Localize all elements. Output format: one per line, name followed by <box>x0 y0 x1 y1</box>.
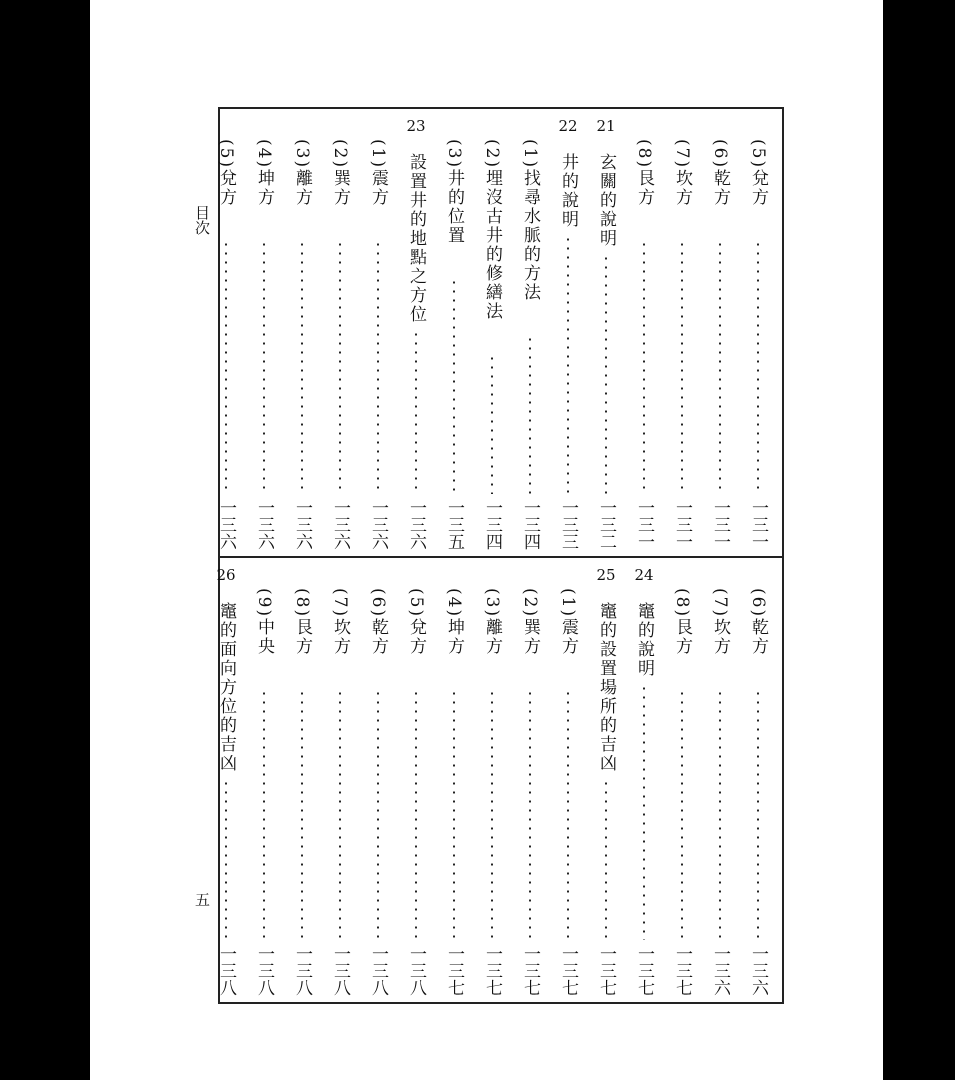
page-number: 一三八 <box>292 945 312 996</box>
page-number: 一三一 <box>672 499 692 550</box>
page-number: 一三六 <box>710 945 730 996</box>
toc-entry[interactable] <box>702 558 738 1002</box>
toc-entry[interactable] <box>626 109 662 556</box>
dot-leader <box>681 240 683 494</box>
entry-title: (2)巽方 <box>330 139 350 208</box>
dot-leader <box>757 240 759 494</box>
page-number: 一三八 <box>406 945 426 996</box>
page-number: 一三六 <box>254 499 274 550</box>
page-number: 一三七 <box>634 945 654 996</box>
page-number: 一三八 <box>330 945 350 996</box>
entry-title: 設置井的地點之方位 <box>406 153 426 324</box>
toc-entry[interactable] <box>588 109 624 556</box>
page-number: 一三七 <box>596 945 616 996</box>
entry-title: 井的說明 <box>558 153 578 229</box>
page-number: 一三六 <box>368 499 388 550</box>
toc-entry[interactable] <box>322 109 358 556</box>
entry-title: (9)中央 <box>254 588 274 657</box>
toc-entry[interactable] <box>208 109 244 556</box>
dot-leader <box>377 240 379 494</box>
dot-leader <box>605 254 607 494</box>
toc-entry[interactable] <box>398 109 434 556</box>
dot-leader <box>301 240 303 494</box>
toc-entry[interactable] <box>360 109 396 556</box>
toc-entry[interactable] <box>512 109 548 556</box>
dot-leader <box>681 689 683 940</box>
toc-entry[interactable] <box>474 109 510 556</box>
section-number: 23 <box>406 117 426 135</box>
page-number: 一三四 <box>520 499 540 550</box>
toc-entry[interactable] <box>664 558 700 1002</box>
entry-title: (8)艮方 <box>672 588 692 657</box>
dot-leader <box>643 240 645 494</box>
toc-panel-bottom <box>216 558 782 1002</box>
entry-title: (7)坎方 <box>710 588 730 657</box>
toc-entry[interactable] <box>246 558 282 1002</box>
toc-entry[interactable] <box>588 558 624 1002</box>
entry-title: 竈的設置場所的吉凶 <box>596 602 616 773</box>
entry-title: (1)找尋水脈的方法 <box>520 139 540 303</box>
entry-title: (7)坎方 <box>672 139 692 208</box>
dot-leader <box>415 330 417 494</box>
dot-leader <box>453 278 455 494</box>
entry-title: (8)艮方 <box>292 588 312 657</box>
dot-leader <box>339 240 341 494</box>
page-number: 一三八 <box>254 945 274 996</box>
page-number: 一三一 <box>710 499 730 550</box>
dot-leader <box>415 689 417 940</box>
section-number: 24 <box>634 566 654 584</box>
page-number: 一三七 <box>672 945 692 996</box>
page-number: 一三六 <box>406 499 426 550</box>
entry-title: (3)離方 <box>292 139 312 208</box>
page-number: 一三一 <box>634 499 654 550</box>
dot-leader <box>301 689 303 940</box>
dot-leader <box>719 240 721 494</box>
toc-entry[interactable] <box>284 558 320 1002</box>
page-number: 一三五 <box>444 499 464 550</box>
dot-leader <box>491 354 493 494</box>
toc-entry[interactable] <box>436 558 472 1002</box>
entry-title: 竈的說明 <box>634 602 654 678</box>
toc-entry[interactable] <box>474 558 510 1002</box>
toc-entry[interactable] <box>360 558 396 1002</box>
dot-leader <box>605 779 607 940</box>
entry-title: (6)乾方 <box>368 588 388 657</box>
running-header: 目次 <box>193 205 211 235</box>
dot-leader <box>263 689 265 940</box>
toc-entry[interactable] <box>512 558 548 1002</box>
page-number: 一三四 <box>482 499 502 550</box>
entry-title: (3)井的位置 <box>444 139 464 246</box>
page-number: 一三八 <box>216 945 236 996</box>
section-number: 25 <box>596 566 616 584</box>
toc-entry[interactable] <box>208 558 244 1002</box>
dot-leader <box>263 240 265 494</box>
toc-entry[interactable] <box>246 109 282 556</box>
toc-entry[interactable] <box>398 558 434 1002</box>
page-number: 一三一 <box>748 499 768 550</box>
page-number: 一三七 <box>482 945 502 996</box>
entry-title: (5)兌方 <box>748 139 768 208</box>
toc-panel-top <box>216 109 782 556</box>
page-number: 一三六 <box>330 499 350 550</box>
entry-title: (2)埋沒古井的修繕法 <box>482 139 502 322</box>
entry-title: (5)兌方 <box>216 139 236 208</box>
dot-leader <box>225 240 227 494</box>
entry-title: (4)坤方 <box>444 588 464 657</box>
entry-title: (8)艮方 <box>634 139 654 208</box>
page-number: 一三六 <box>292 499 312 550</box>
page-number: 一三六 <box>748 945 768 996</box>
toc-entry[interactable] <box>322 558 358 1002</box>
toc-entry[interactable] <box>626 558 662 1002</box>
page-number: 一三七 <box>520 945 540 996</box>
dot-leader <box>339 689 341 940</box>
section-number: 21 <box>596 117 616 135</box>
section-number: 26 <box>216 566 236 584</box>
entry-title: (1)震方 <box>368 139 388 208</box>
toc-entry[interactable] <box>436 109 472 556</box>
toc-entry[interactable] <box>664 109 700 556</box>
dot-leader <box>757 689 759 940</box>
entry-title: 竈的面向方位的吉凶 <box>216 602 236 773</box>
dot-leader <box>529 335 531 494</box>
page-folio: 五 <box>193 892 211 907</box>
section-number: 22 <box>558 117 578 135</box>
page-number: 一三二 <box>596 499 616 550</box>
page-number: 一三八 <box>368 945 388 996</box>
page-number: 一三七 <box>444 945 464 996</box>
dot-leader <box>453 689 455 940</box>
entry-title: (5)兌方 <box>406 588 426 657</box>
dot-leader <box>491 689 493 940</box>
dot-leader <box>719 689 721 940</box>
entry-title: (7)坎方 <box>330 588 350 657</box>
toc-entry[interactable] <box>550 558 586 1002</box>
entry-title: (1)震方 <box>558 588 578 657</box>
toc-entry[interactable] <box>550 109 586 556</box>
entry-title: (4)坤方 <box>254 139 274 208</box>
entry-title: (3)離方 <box>482 588 502 657</box>
page-number: 一三六 <box>216 499 236 550</box>
dot-leader <box>529 689 531 940</box>
entry-title: (6)乾方 <box>748 588 768 657</box>
entry-title: (6)乾方 <box>710 139 730 208</box>
page-number: 一三三 <box>558 499 578 550</box>
dot-leader <box>567 235 569 494</box>
dot-leader <box>643 684 645 940</box>
entry-title: (2)巽方 <box>520 588 540 657</box>
toc-entry[interactable] <box>740 558 776 1002</box>
toc-entry[interactable] <box>284 109 320 556</box>
page-number: 一三七 <box>558 945 578 996</box>
toc-entry[interactable] <box>702 109 738 556</box>
toc-entry[interactable] <box>740 109 776 556</box>
dot-leader <box>377 689 379 940</box>
entry-title: 玄關的說明 <box>596 153 616 248</box>
dot-leader <box>225 779 227 940</box>
dot-leader <box>567 689 569 940</box>
